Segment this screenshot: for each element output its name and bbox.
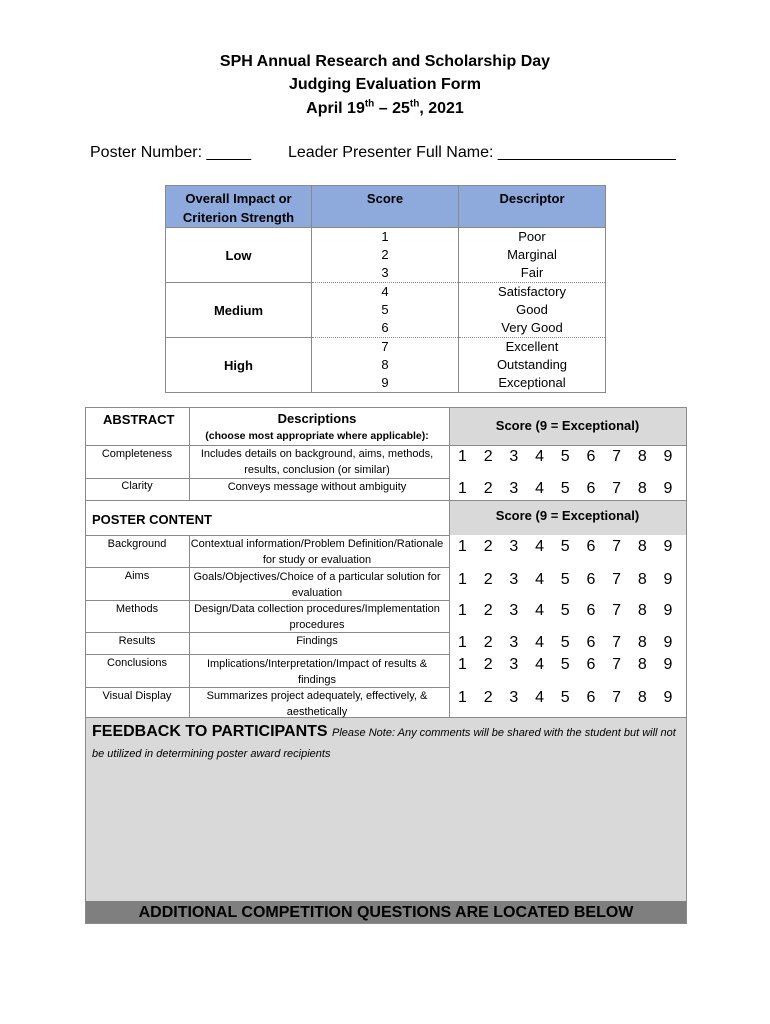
feedback-heading: [92, 722, 682, 764]
score-option[interactable]: 3: [509, 602, 519, 619]
score-option[interactable]: 9: [663, 656, 673, 673]
completeness-score-scale[interactable]: [458, 448, 689, 466]
key-score: 8: [312, 356, 459, 374]
choose-instruction: (choose most appropriate where applicable):: [205, 430, 429, 442]
background-score-scale[interactable]: [458, 538, 689, 556]
criterion-background-desc: Contextual information/Problem Definition/Rationale for study or evaluation: [190, 538, 444, 566]
form-title-line2: Judging Evaluation Form: [288, 76, 481, 93]
key-descriptor: Marginal: [459, 246, 606, 264]
key-descriptor: Very Good: [459, 319, 606, 338]
key-group-medium: Medium: [166, 283, 312, 338]
key-score: 4: [312, 283, 459, 302]
score-option[interactable]: 3: [509, 571, 519, 588]
key-score: 7: [312, 338, 459, 357]
score-option[interactable]: 4: [535, 634, 544, 651]
score-option[interactable]: 4: [535, 656, 544, 673]
criterion-results-desc: Findings: [296, 635, 338, 647]
key-score: 9: [312, 374, 459, 393]
score-option[interactable]: 5: [560, 571, 570, 588]
score-option[interactable]: 1: [458, 448, 467, 465]
score-option[interactable]: 9: [663, 689, 673, 706]
key-header-score: Score: [312, 186, 459, 228]
key-descriptor: Outstanding: [459, 356, 606, 374]
score-heading: Score (9 = Exceptional): [495, 418, 640, 433]
score-option[interactable]: 2: [483, 656, 493, 673]
criterion-clarity-desc: Conveys message without ambiguity: [227, 481, 407, 493]
score-option[interactable]: 5: [560, 634, 570, 651]
score-option[interactable]: 3: [509, 689, 519, 706]
score-option[interactable]: 9: [663, 634, 673, 651]
results-score-scale[interactable]: [458, 634, 689, 652]
scoring-key-table: [165, 185, 606, 393]
criterion-aims: Aims: [124, 570, 150, 582]
score-option[interactable]: 2: [483, 480, 493, 497]
score-option[interactable]: 9: [663, 480, 673, 497]
key-descriptor: Poor: [459, 228, 606, 247]
descriptions-heading: Descriptions: [277, 411, 357, 426]
score-option[interactable]: 9: [663, 448, 673, 465]
key-group-low: Low: [166, 228, 312, 283]
score-option[interactable]: 5: [560, 538, 570, 555]
key-group-high: High: [166, 338, 312, 393]
score-option[interactable]: 6: [586, 602, 596, 619]
score-option[interactable]: 8: [637, 656, 647, 673]
criterion-methods: Methods: [115, 603, 159, 615]
criterion-visual-display: Visual Display: [102, 690, 172, 702]
score-option[interactable]: 1: [458, 480, 467, 497]
score-option[interactable]: 9: [663, 571, 673, 588]
score-option[interactable]: 3: [509, 656, 519, 673]
score-option[interactable]: 1: [458, 538, 467, 555]
leader-presenter-field[interactable]: Leader Presenter Full Name: ____________________: [288, 144, 676, 161]
score-option[interactable]: 8: [637, 602, 647, 619]
score-option[interactable]: 4: [535, 602, 544, 619]
score-option[interactable]: 8: [637, 538, 647, 555]
key-header-descriptor: Descriptor: [459, 186, 606, 228]
key-descriptor: Excellent: [459, 338, 606, 357]
criterion-completeness-desc: Includes details on background, aims, methods, results, conclusion (or similar): [200, 448, 434, 476]
key-descriptor: Exceptional: [459, 374, 606, 393]
poster-content-heading: POSTER CONTENT: [92, 512, 212, 527]
key-descriptor: Good: [459, 301, 606, 319]
score-option[interactable]: 4: [535, 689, 544, 706]
score-option[interactable]: 6: [586, 656, 596, 673]
score-option[interactable]: 7: [612, 538, 622, 555]
key-score: 5: [312, 301, 459, 319]
score-option[interactable]: 7: [612, 480, 622, 497]
score-option[interactable]: 1: [458, 689, 467, 706]
feedback-title: FEEDBACK TO PARTICIPANTS: [92, 723, 328, 740]
score-option[interactable]: 4: [535, 448, 544, 465]
additional-questions-banner: ADDITIONAL COMPETITION QUESTIONS ARE LOCATED BELOW: [86, 901, 686, 923]
key-header-impact: Overall Impact or Criterion Strength: [166, 186, 312, 228]
score-option[interactable]: 8: [637, 689, 647, 706]
criterion-conclusions-desc: Implications/Interpretation/Impact of results & findings: [206, 658, 428, 686]
score-option[interactable]: 2: [483, 448, 493, 465]
score-option[interactable]: 6: [586, 480, 596, 497]
score-option[interactable]: 1: [458, 634, 467, 651]
score-option[interactable]: 3: [509, 480, 519, 497]
form-date: [0, 97, 770, 120]
poster-number-field[interactable]: Poster Number: _____: [90, 144, 251, 161]
score-option[interactable]: 7: [612, 448, 622, 465]
methods-score-scale[interactable]: [458, 602, 689, 620]
score-option[interactable]: 2: [483, 634, 493, 651]
date-year: , 2021: [419, 100, 464, 117]
score-option[interactable]: 8: [637, 571, 647, 588]
criterion-background: Background: [107, 538, 167, 550]
date-start-suffix: th: [364, 98, 375, 110]
key-descriptor: Fair: [459, 264, 606, 283]
date-end-suffix: th: [409, 98, 420, 110]
conclusions-score-scale[interactable]: [458, 656, 689, 674]
score-option[interactable]: 2: [483, 602, 493, 619]
form-title-line1: SPH Annual Research and Scholarship Day: [219, 53, 551, 70]
score-option[interactable]: 7: [612, 571, 622, 588]
criterion-completeness: Completeness: [101, 448, 173, 460]
score-option[interactable]: 6: [586, 448, 596, 465]
score-option[interactable]: 4: [535, 538, 544, 555]
poster-score-heading: Score (9 = Exceptional): [495, 508, 640, 523]
score-option[interactable]: 5: [560, 480, 570, 497]
criterion-conclusions: Conclusions: [107, 657, 167, 669]
score-option[interactable]: 7: [612, 689, 622, 706]
key-descriptor: Satisfactory: [459, 283, 606, 302]
score-option[interactable]: 2: [483, 571, 493, 588]
key-score: 2: [312, 246, 459, 264]
evaluation-form: [85, 407, 687, 924]
criterion-clarity: Clarity: [121, 480, 153, 492]
score-option[interactable]: 2: [483, 538, 493, 555]
score-option[interactable]: 6: [586, 689, 596, 706]
criterion-methods-desc: Design/Data collection procedures/Implementation procedures: [194, 603, 440, 631]
score-option[interactable]: 6: [586, 571, 596, 588]
score-option[interactable]: 4: [535, 571, 544, 588]
score-option[interactable]: 7: [612, 656, 622, 673]
score-option[interactable]: 9: [663, 602, 673, 619]
score-option[interactable]: 7: [612, 634, 622, 651]
criterion-visual-display-desc: Summarizes project adequately, effectively, & aesthetically: [206, 690, 428, 718]
score-option[interactable]: 5: [560, 448, 570, 465]
score-option[interactable]: 3: [509, 448, 519, 465]
aims-score-scale[interactable]: [458, 571, 689, 589]
score-option[interactable]: 6: [586, 634, 596, 651]
feedback-note: Please Note: Any comments will be shared with the student but will not be utilized in determining poster award recipients: [92, 727, 676, 760]
key-score: 1: [312, 228, 459, 247]
score-option[interactable]: 1: [458, 571, 467, 588]
score-option[interactable]: 1: [458, 656, 467, 673]
abstract-heading: ABSTRACT: [103, 412, 175, 427]
score-option[interactable]: 8: [637, 634, 647, 651]
date-start: April 19: [306, 100, 365, 117]
key-score: 6: [312, 319, 459, 338]
score-option[interactable]: 9: [663, 538, 673, 555]
score-option[interactable]: 5: [560, 602, 570, 619]
criterion-results: Results: [118, 635, 156, 647]
criterion-aims-desc: Goals/Objectives/Choice of a particular solution for evaluation: [193, 571, 441, 599]
score-option[interactable]: 7: [612, 602, 622, 619]
key-score: 3: [312, 264, 459, 283]
score-option[interactable]: 1: [458, 602, 467, 619]
score-option[interactable]: 5: [560, 656, 570, 673]
score-option[interactable]: 8: [637, 448, 647, 465]
score-option[interactable]: 8: [637, 480, 647, 497]
date-end: – 25: [374, 100, 410, 117]
score-option[interactable]: 5: [560, 689, 570, 706]
score-option[interactable]: 3: [509, 538, 519, 555]
score-option[interactable]: 4: [535, 480, 544, 497]
clarity-score-scale[interactable]: [458, 480, 689, 498]
score-option[interactable]: 6: [586, 538, 596, 555]
score-option[interactable]: 3: [509, 634, 519, 651]
visual-display-score-scale[interactable]: [458, 689, 689, 707]
score-option[interactable]: 2: [483, 689, 493, 706]
